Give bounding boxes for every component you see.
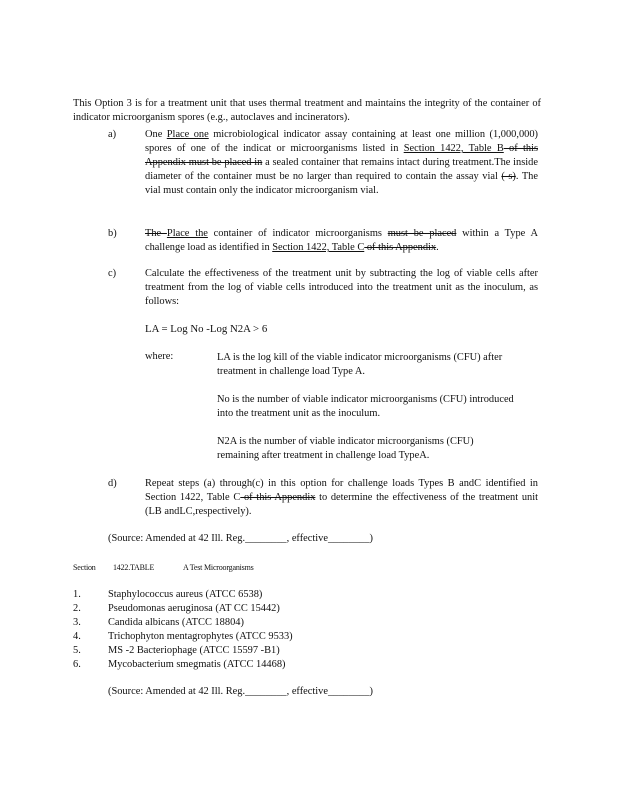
- list-item-number: 5.: [73, 645, 81, 656]
- definition-n2a: N2A is the number of viable indicator microorganisms (CFU) remaining after treatment in challenge load TypeA.: [217, 436, 474, 461]
- list-item-name: Trichophyton mentagrophytes (ATCC 9533): [108, 631, 293, 642]
- formula: LA = Log No -Log N2A > 6: [145, 323, 268, 335]
- list-item-number: 2.: [73, 603, 81, 614]
- list-item-number: 4.: [73, 631, 81, 642]
- item-a-text: [145, 128, 538, 198]
- source-note: (Source: Amended at 42 Ill. Reg.________, effective________): [108, 533, 373, 544]
- item-b-t1: container of indicator microorganisms: [207, 228, 388, 239]
- item-b-label: b): [108, 228, 117, 239]
- item-b-text: [145, 227, 538, 255]
- list-item-name: Pseudomonas aeruginosa (AT CC 15442): [108, 603, 280, 614]
- item-a-inserted-1: Place one: [166, 129, 209, 140]
- definition-no: No is the number of viable indicator microorganisms (CFU) introduced into the treatment unit as the inoculum.: [217, 394, 514, 419]
- item-d-t2: to determine the effectiveness of the treatment unit (LB andLC,respectively).: [145, 492, 538, 517]
- item-d-deleted-1: of this Appendix: [240, 492, 316, 503]
- item-b-deleted-1: The: [145, 228, 167, 239]
- item-c-text: Calculate the effectiveness of the treatment unit by subtracting the log of viable cells after treatment from the log of viable cells introduced into the treatment unit as the inoculum, as follows:: [145, 268, 538, 307]
- source-note-2: (Source: Amended at 42 Ill. Reg.________, effective________): [108, 686, 373, 697]
- item-b-deleted-2: must be placed: [387, 228, 457, 239]
- item-d-label: d): [108, 478, 117, 489]
- item-a-t1: One: [145, 129, 167, 140]
- item-b-deleted-3: of this Appendix: [364, 242, 437, 253]
- heading-title: A Test Microorganisms: [183, 563, 254, 572]
- item-a-t4: . The vial must contain only the indicator microorganism vial.: [145, 171, 538, 196]
- where-label: where:: [145, 351, 174, 362]
- list-item-name: MS -2 Bacteriophage (ATCC 15597 -B1): [108, 645, 280, 656]
- list-item-name: Mycobacterium smegmatis (ATCC 14468): [108, 659, 286, 670]
- definition-la: LA is the log kill of the viable indicator microorganisms (CFU) after treatment in challenge load Type A.: [217, 352, 503, 377]
- item-b-inserted-2: Section 1422, Table C: [272, 242, 365, 253]
- list-item-number: 6.: [73, 659, 81, 670]
- item-b-t2: within a Type A challenge load as identified in: [145, 228, 538, 253]
- heading-table-number: 1422.TABLE: [113, 563, 155, 572]
- item-b-inserted-1: Place the: [166, 228, 208, 239]
- list-item-number: 3.: [73, 617, 81, 628]
- item-a-deleted-2: (-s): [501, 171, 516, 182]
- item-a-deleted-1: of this Appendix must be placed in: [145, 143, 538, 168]
- item-a-t3: a sealed container that remains intact during treatment.The inside diameter of the container must be no larger than required to contain the assay vial: [145, 157, 538, 182]
- item-d-text: [145, 477, 538, 519]
- item-b-t3: .: [436, 242, 439, 253]
- item-a-t2: microbiological indicator assay containing at least one million (1,000,000) spores of one of the indicat or microorganisms listed in: [145, 129, 538, 154]
- item-a-inserted-2: Section 1422, Table B: [403, 143, 504, 154]
- intro-paragraph: This Option 3 is for a treatment unit that uses thermal treatment and maintains the integrity of the container of indicator microorganism spores (e.g., autoclaves and incinerators).: [73, 98, 541, 124]
- list-item-number: 1.: [73, 589, 81, 600]
- item-c-label: c): [108, 268, 117, 279]
- item-d-t1: Repeat steps (a) through(c) in this option for challenge loads Types B andC identified in Section 1422, Table C: [145, 478, 538, 503]
- item-a-label: a): [108, 129, 117, 140]
- heading-section: Section: [73, 563, 96, 572]
- list-item-name: Candida albicans (ATCC 18804): [108, 617, 244, 628]
- list-item-name: Staphylococcus aureus (ATCC 6538): [108, 589, 263, 600]
